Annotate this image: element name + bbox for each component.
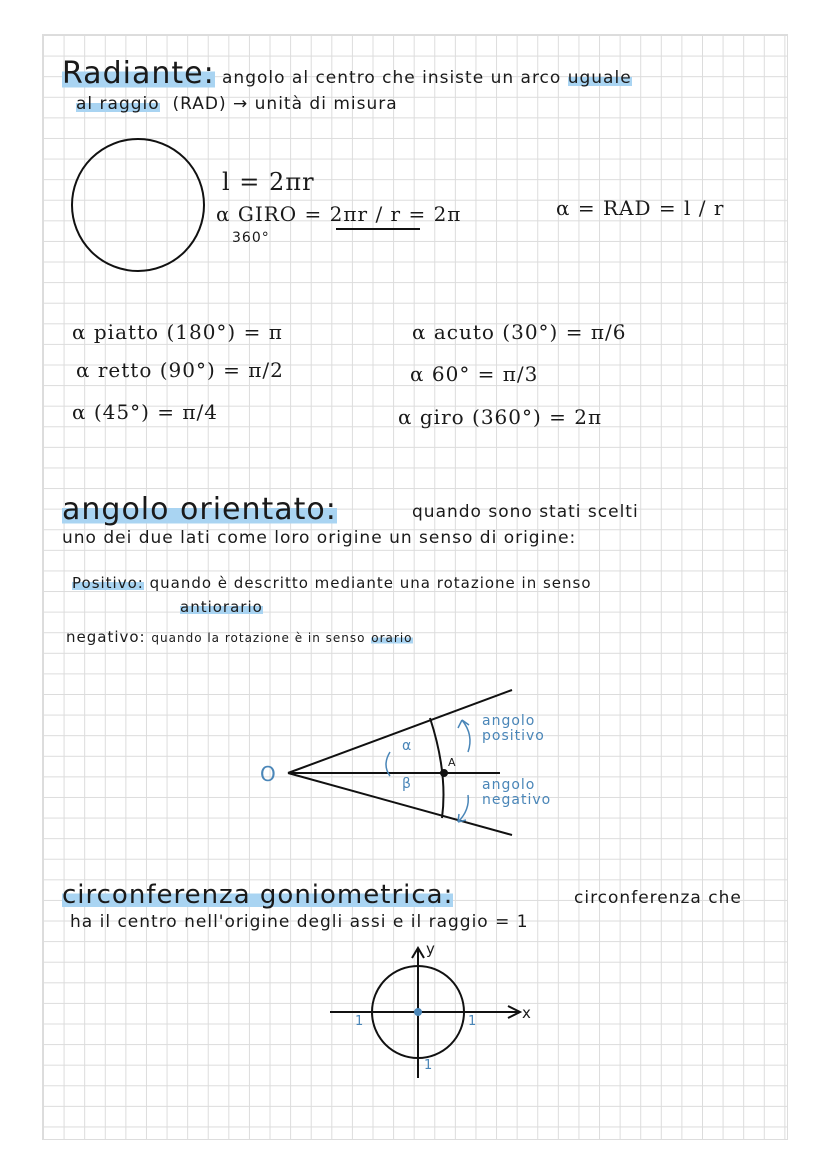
orientato-title: angolo orientato: [62, 492, 337, 527]
y-axis-label: y [426, 940, 436, 958]
negative-def: negativo: quando la rotazione è in senso orario [66, 628, 413, 646]
orientato-line2: uno dei due lati come loro origine un senso di origine: [62, 528, 577, 548]
x-axis-label: x [522, 1004, 532, 1022]
beta-label: β [402, 776, 412, 792]
oriented-angle-diagram [288, 690, 512, 835]
negative-angle-label: angolo negativo [482, 777, 552, 808]
angle-60: α 60° = π/3 [410, 362, 539, 386]
angle-right: α retto (90°) = π/2 [76, 358, 284, 382]
positive-angle-label: angolo positivo [482, 713, 545, 744]
unit-circle-diagram [330, 948, 520, 1078]
radiante-title: Radiante: [62, 56, 215, 91]
formula-arc-length: l = 2πr [222, 168, 315, 196]
unit-left: 1 [355, 1014, 365, 1029]
angle-acute: α acuto (30°) = π/6 [412, 320, 627, 344]
positive-def-2: antiorario [180, 598, 263, 616]
origin-label: O [260, 762, 277, 786]
point-a-label: A [448, 756, 457, 769]
radiante-line2: al raggio (RAD) → unità di misura [76, 94, 398, 114]
giro-degrees: 360° [232, 230, 270, 246]
positive-def: Positivo: quando è descritto mediante una rotazione in senso [72, 574, 592, 592]
angle-giro: α giro (360°) = 2π [398, 405, 603, 429]
orientato-line1: quando sono stati scelti [412, 502, 639, 522]
formula-rad: α = RAD = l / r [556, 196, 725, 220]
angle-flat: α piatto (180°) = π [72, 320, 283, 344]
unit-right: 1 [468, 1014, 478, 1029]
radian-circle [72, 139, 204, 271]
goniometrica-line1: circonferenza che [574, 888, 742, 908]
alpha-label: α [402, 738, 413, 754]
goniometrica-title: circonferenza goniometrica: [62, 880, 454, 910]
radiante-line1: angolo al centro che insiste un arco uguale [222, 68, 632, 88]
goniometrica-line2: ha il centro nell'origine degli assi e il raggio = 1 [70, 912, 529, 932]
angle-45: α (45°) = π/4 [72, 400, 218, 424]
formula-giro: α GIRO = 2πr / r = 2π [216, 202, 462, 226]
unit-bottom: 1 [424, 1058, 434, 1073]
